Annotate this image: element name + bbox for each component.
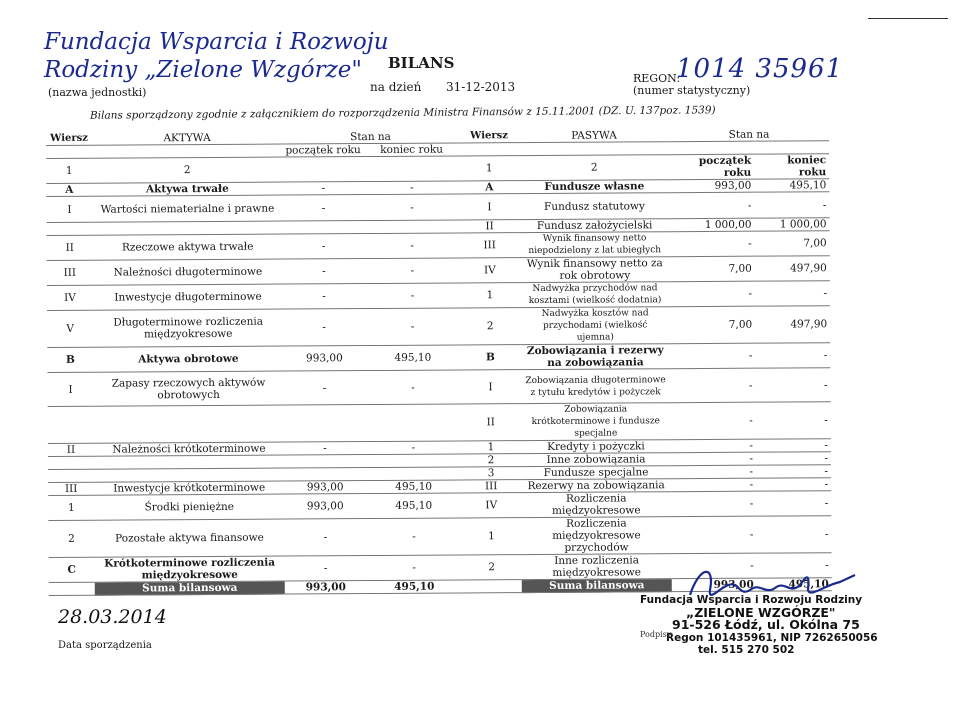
row-pasywa-label: Rozliczenia międzyokresowe: [521, 492, 671, 518]
row-aktywa-number: V: [47, 310, 93, 347]
row-pasywa-label: 2: [519, 155, 669, 181]
preparation-date-handwritten: 28.03.2014: [58, 606, 167, 628]
sum-pasywa-koniec: 495,10: [757, 578, 832, 591]
stamp-line-3: 91-526 Łódź, ul. Okólna 75: [672, 617, 860, 632]
row-pasywa-number: II: [461, 404, 521, 441]
row-aktywa-poczatek: 993,00: [284, 494, 366, 520]
row-aktywa-number: I: [47, 372, 93, 406]
row-pasywa-label: Rezerwy na zobowiązania: [521, 479, 671, 493]
row-aktywa-koniec: -: [364, 181, 459, 195]
row-aktywa-poczatek: -: [283, 309, 365, 347]
row-pasywa-koniec: 7,00: [755, 231, 830, 256]
sum-label-right: Suma bilansowa: [522, 579, 672, 593]
row-pasywa-label: Nadwyżka przychodów nad kosztami (wielkość dodatnia): [520, 282, 670, 308]
row-aktywa-poczatek: 993,00: [284, 481, 366, 495]
balance-table: [46, 128, 832, 596]
row-pasywa-poczatek: 993,00: [669, 179, 754, 193]
row-pasywa-label: Fundusze specjalne: [521, 466, 671, 480]
col-poczatek-left: początek roku: [282, 144, 364, 158]
col-wiersz-left: Wiersz: [46, 133, 92, 146]
row-aktywa-koniec: [364, 156, 459, 182]
row-pasywa-koniec: -: [755, 368, 830, 402]
row-pasywa-label: Fundusze własne: [519, 180, 669, 194]
unit-name-line-2: Rodziny „Zielone Wzgórze": [44, 57, 362, 83]
stamp-line-2: „ZIELONE WZGÓRZE": [686, 604, 836, 620]
row-aktywa-koniec: 495,10: [365, 345, 460, 371]
row-aktywa-label: Wartości niematerialne i prawne: [92, 195, 282, 222]
row-aktywa-label: [94, 405, 284, 443]
row-pasywa-koniec: 497,90: [755, 256, 830, 281]
row-pasywa-koniec: -: [755, 281, 830, 306]
row-pasywa-number: 3: [461, 467, 521, 480]
row-pasywa-label: Fundusz założycielski: [520, 219, 670, 233]
regulation-note: Bilans sporządzony zgodnie z załącznikiem do rozporządzenia Ministra Finansów z 15.11.2001 (DZ. U. 137poz. 1539): [89, 104, 716, 122]
row-aktywa-koniec: -: [366, 441, 461, 455]
row-pasywa-label: Zobowiązania krótkoterminowe i fundusze specjalne: [521, 403, 671, 441]
row-pasywa-label: Zobowiązania długoterminowe z tytułu kredytów i pożyczek: [520, 369, 670, 404]
row-pasywa-label: Inne zobowiązania: [521, 453, 671, 467]
sum-aktywa-koniec: 495,10: [367, 580, 462, 594]
row-aktywa-poczatek: [283, 221, 365, 235]
row-aktywa-poczatek: [284, 405, 366, 443]
row-aktywa-label: Długoterminowe rozliczenia międzyokresowe: [93, 309, 283, 347]
col-wiersz-right: Wiersz: [459, 130, 519, 143]
row-aktywa-number: II: [48, 443, 94, 456]
row-aktywa-number: [48, 469, 94, 482]
unit-name-line-1: Fundacja Wsparcia i Rozwoju: [44, 29, 389, 55]
row-aktywa-label: Aktywa trwałe: [92, 182, 282, 196]
stamp-line-4: Regon 101435961, NIP 7262650056: [666, 631, 878, 644]
row-pasywa-koniec: koniec roku: [754, 154, 829, 179]
row-pasywa-poczatek: -: [671, 491, 756, 517]
row-pasywa-poczatek: -: [672, 553, 757, 579]
balance-row: [47, 368, 830, 407]
unit-caption: (nazwa jednostki): [48, 86, 147, 99]
row-pasywa-koniec: 1 000,00: [755, 218, 830, 231]
row-pasywa-number: 1: [461, 441, 521, 454]
row-aktywa-poczatek: -: [283, 371, 365, 406]
row-aktywa-koniec: -: [365, 233, 460, 259]
row-pasywa-poczatek: początek roku: [669, 154, 754, 180]
row-aktywa-poczatek: [284, 468, 366, 482]
row-pasywa-label: Rozliczenia międzyokresowe przychodów: [521, 517, 671, 555]
row-aktywa-label: Pozostałe aktywa finansowe: [94, 519, 284, 557]
row-pasywa-koniec: -: [755, 343, 830, 368]
row-aktywa-label: Zapasy rzeczowych aktywów obrotowych: [93, 371, 283, 406]
row-aktywa-number: [47, 222, 93, 235]
row-aktywa-poczatek: [284, 455, 366, 469]
row-aktywa-label: 2: [92, 157, 282, 183]
balance-row: [48, 516, 831, 558]
date-label: na dzień: [370, 80, 422, 94]
row-pasywa-number: IV: [461, 493, 521, 518]
row-pasywa-koniec: 497,90: [755, 306, 830, 343]
row-pasywa-number: III: [461, 480, 521, 493]
col-koniec-left: koniec roku: [364, 143, 459, 157]
row-pasywa-label: Fundusz statutowy: [519, 193, 669, 220]
row-pasywa-poczatek: 1 000,00: [670, 218, 755, 232]
row-aktywa-number: I: [46, 196, 92, 222]
row-aktywa-number: [48, 456, 94, 469]
row-aktywa-label: Aktywa obrotowe: [93, 346, 283, 372]
row-pasywa-label: Kredyty i pożyczki: [521, 440, 671, 454]
col-aktywa: AKTYWA: [92, 132, 282, 146]
row-pasywa-poczatek: -: [670, 343, 755, 369]
row-aktywa-label: Należności długoterminowe: [93, 259, 283, 285]
balance-row: [47, 306, 830, 348]
row-pasywa-koniec: -: [754, 192, 829, 218]
row-aktywa-number: 1: [48, 495, 94, 520]
organization-stamp: [640, 594, 878, 657]
balance-row: [48, 402, 831, 444]
row-pasywa-poczatek: -: [670, 281, 755, 307]
document-title: BILANS: [388, 54, 455, 72]
row-aktywa-number: 1: [46, 158, 92, 183]
row-aktywa-number: IV: [47, 285, 93, 310]
row-aktywa-poczatek: -: [282, 182, 364, 196]
row-pasywa-koniec: -: [756, 402, 831, 439]
row-aktywa-koniec: [366, 404, 461, 442]
row-aktywa-number: II: [47, 235, 93, 260]
row-aktywa-poczatek: -: [284, 442, 366, 456]
row-pasywa-label: Wynik finansowy netto niepodzielony z lat ubiegłych: [520, 232, 670, 258]
row-aktywa-label: [94, 455, 284, 469]
row-aktywa-number: 2: [48, 520, 94, 557]
row-pasywa-poczatek: -: [669, 192, 754, 219]
row-aktywa-number: III: [48, 482, 94, 495]
row-aktywa-number: A: [46, 183, 92, 196]
row-pasywa-label: Wynik finansowy netto za rok obrotowy: [520, 257, 670, 283]
row-aktywa-poczatek: -: [283, 284, 365, 310]
row-pasywa-number: 2: [460, 308, 520, 345]
row-aktywa-label: Należności krótkoterminowe: [94, 442, 284, 456]
row-pasywa-label: Nadwyżka kosztów nad przychodami (wielkość ujemna): [520, 307, 670, 345]
sum-label-left: Suma bilansowa: [95, 581, 285, 595]
signature-caption: Podpisy: [640, 630, 672, 639]
row-pasywa-koniec: -: [757, 553, 832, 578]
row-pasywa-poczatek: 7,00: [670, 256, 755, 282]
row-pasywa-label: Inne rozliczenia międzyokresowe: [522, 554, 672, 580]
row-pasywa-poczatek: -: [670, 231, 755, 257]
row-aktywa-number: B: [47, 347, 93, 372]
row-aktywa-koniec: 495,10: [366, 480, 461, 494]
regon-value: 1014 35961: [676, 54, 844, 84]
row-pasywa-poczatek: -: [671, 402, 756, 440]
row-aktywa-poczatek: -: [285, 556, 367, 582]
row-aktywa-koniec: [366, 467, 461, 481]
row-aktywa-koniec: 495,10: [366, 493, 461, 519]
row-pasywa-poczatek: -: [671, 478, 756, 492]
row-aktywa-label: [94, 468, 284, 482]
row-pasywa-number: 1: [461, 518, 521, 555]
scan-edge-line: [868, 18, 948, 19]
preparation-date-caption: Data sporządzenia: [58, 640, 152, 651]
row-pasywa-number: I: [460, 370, 520, 404]
sum-pasywa-poczatek: 993,00: [672, 578, 757, 592]
row-aktywa-poczatek: -: [283, 234, 365, 260]
row-pasywa-koniec: -: [756, 439, 831, 452]
row-pasywa-poczatek: -: [671, 452, 756, 466]
row-aktywa-poczatek: -: [282, 195, 364, 222]
row-pasywa-number: 2: [462, 555, 522, 580]
sum-aktywa-poczatek: 993,00: [285, 581, 367, 595]
row-pasywa-number: 2: [461, 454, 521, 467]
col-pasywa: PASYWA: [519, 129, 669, 142]
stamp-line-5: tel. 515 270 502: [698, 644, 795, 656]
row-aktywa-koniec: -: [367, 555, 462, 581]
row-aktywa-number: III: [47, 260, 93, 285]
row-aktywa-label: Krótkoterminowe rozliczenia międzyokresowe: [95, 556, 285, 582]
row-pasywa-poczatek: -: [671, 439, 756, 453]
row-pasywa-koniec: -: [756, 452, 831, 465]
row-aktywa-poczatek: [282, 157, 364, 183]
regon-caption: (numer statystyczny): [633, 84, 751, 97]
row-pasywa-label: Zobowiązania i rezerwy na zobowiązania: [520, 344, 670, 370]
row-pasywa-koniec: -: [756, 491, 831, 516]
date-value: 31-12-2013: [446, 80, 516, 94]
row-pasywa-poczatek: -: [670, 368, 755, 403]
row-pasywa-number: A: [459, 181, 519, 194]
row-pasywa-koniec: -: [756, 516, 831, 553]
row-pasywa-koniec: -: [756, 478, 831, 491]
stamp-line-1: Fundacja Wsparcia i Rozwoju Rodziny: [640, 594, 863, 606]
row-pasywa-number: III: [460, 233, 520, 258]
row-aktywa-koniec: -: [366, 518, 461, 556]
row-pasywa-number: 1: [459, 156, 519, 181]
col-stan-na-right: Stan na: [669, 128, 829, 141]
row-aktywa-poczatek: -: [284, 519, 366, 557]
row-aktywa-poczatek: -: [283, 259, 365, 285]
row-pasywa-number: B: [460, 345, 520, 370]
row-aktywa-label: Inwestycje krótkoterminowe: [94, 481, 284, 495]
row-pasywa-number: I: [459, 194, 519, 220]
row-aktywa-poczatek: 993,00: [283, 346, 365, 372]
row-pasywa-number: 1: [460, 283, 520, 308]
row-pasywa-number: II: [460, 220, 520, 233]
row-pasywa-poczatek: -: [671, 465, 756, 479]
row-aktywa-number: [48, 406, 94, 443]
row-aktywa-label: Rzeczowe aktywa trwałe: [93, 234, 283, 260]
row-aktywa-koniec: [366, 454, 461, 468]
regon-label: REGON:: [633, 72, 681, 85]
col-stan-na-left: Stan na: [282, 130, 459, 144]
row-aktywa-koniec: -: [365, 370, 460, 405]
row-aktywa-koniec: -: [365, 308, 460, 346]
row-aktywa-koniec: [365, 220, 460, 234]
row-aktywa-koniec: -: [365, 283, 460, 309]
row-pasywa-number: IV: [460, 258, 520, 283]
row-aktywa-label: [93, 221, 283, 235]
row-pasywa-koniec: -: [756, 465, 831, 478]
row-pasywa-poczatek: -: [671, 516, 756, 554]
unit-name-handwritten: [44, 28, 389, 84]
row-aktywa-label: Środki pieniężne: [94, 494, 284, 520]
row-aktywa-koniec: -: [364, 194, 459, 221]
row-aktywa-number: C: [49, 557, 95, 582]
row-aktywa-label: Inwestycje długoterminowe: [93, 284, 283, 310]
row-aktywa-koniec: -: [365, 258, 460, 284]
row-pasywa-poczatek: 7,00: [670, 306, 755, 344]
row-pasywa-koniec: 495,10: [754, 179, 829, 192]
